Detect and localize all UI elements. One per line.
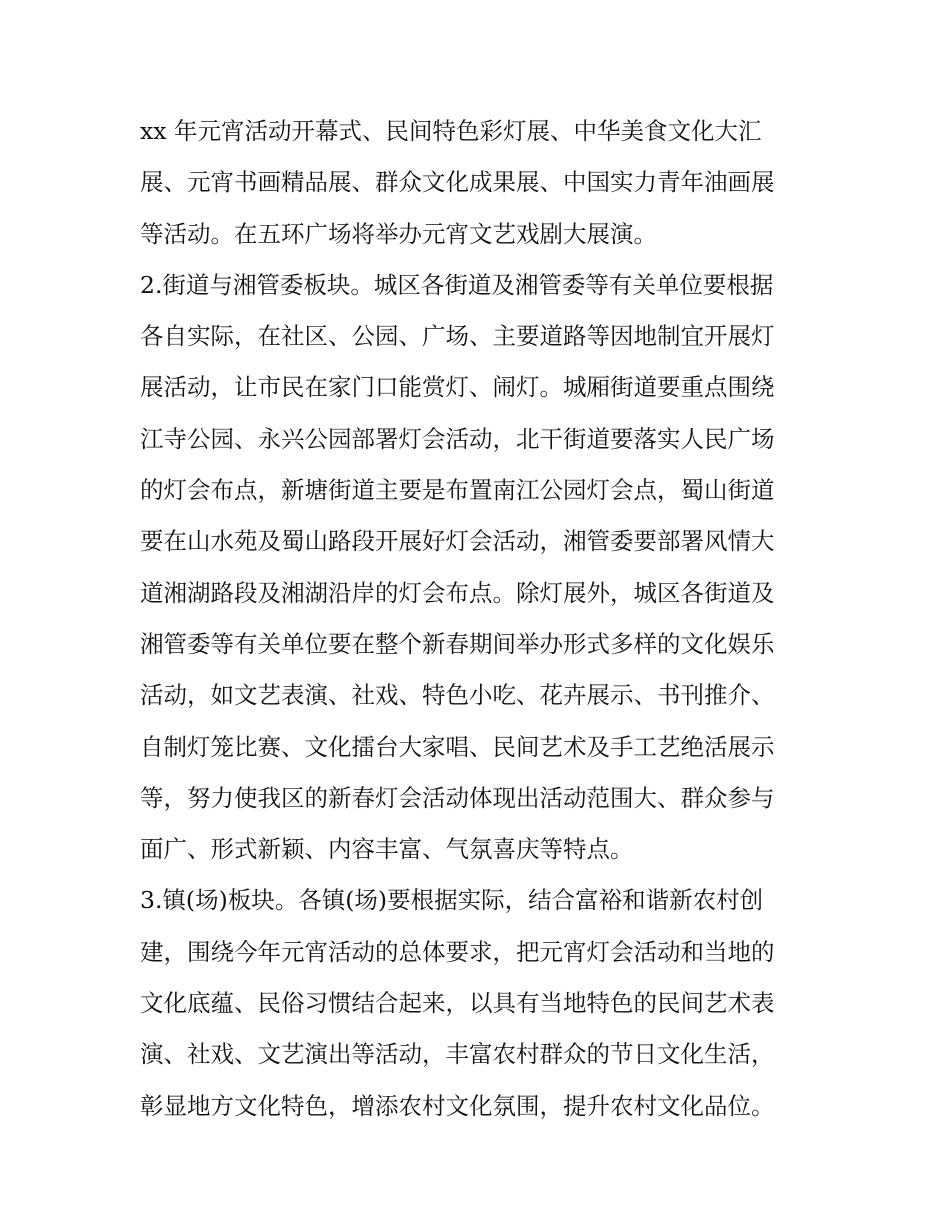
text-line: 演、社戏、文艺演出等活动，丰富农村群众的节日文化生活， [140,1040,775,1069]
text-line: 面广、形式新颖、内容丰富、气氛喜庆等特点。 [140,835,634,864]
text-line: 文化底蕴、民俗习惯结合起来，以具有当地特色的民间艺术表 [140,989,775,1018]
text-line: 2.街道与湘管委板块。城区各街道及湘管委等有关单位要根据 [140,270,774,299]
text-line: 建，围绕今年元宵活动的总体要求，把元宵灯会活动和当地的 [140,937,775,966]
text-line: 各自实际，在社区、公园、广场、主要道路等因地制宜开展灯 [140,322,775,351]
text-line: 要在山水苑及蜀山路段开展好灯会活动，湘管委要部署风情大 [140,527,775,556]
body-text [140,106,820,1132]
text-line: 3.镇(场)板块。各镇(场)要根据实际，结合富裕和谐新农村创 [140,886,764,915]
text-line: 道湘湖路段及湘湖沿岸的灯会布点。除灯展外，城区各街道及 [140,578,775,607]
text-line: 等活动。在五环广场将举办元宵文艺戏剧大展演。 [140,219,657,248]
text-line: 江寺公园、永兴公园部署灯会活动，北干街道要落实人民广场 [140,424,775,453]
text-line: 活动，如文艺表演、社戏、特色小吃、花卉展示、书刊推介、 [140,681,775,710]
text-line: 湘管委等有关单位要在整个新春期间举办形式多样的文化娱乐 [140,629,775,658]
text-line: 展、元宵书画精品展、群众文化成果展、中国实力青年油画展 [140,168,775,197]
text-line: xx 年元宵活动开幕式、民间特色彩灯展、中华美食文化大汇 [140,117,762,145]
text-line: 彰显地方文化特色，增添农村文化氛围，提升农村文化品位。 [140,1091,775,1120]
text-line: 自制灯笼比赛、文化擂台大家唱、民间艺术及手工艺绝活展示 [140,732,775,761]
text-line: 的灯会布点，新塘街道主要是布置南江公园灯会点，蜀山街道 [140,476,775,505]
text-line: 等，努力使我区的新春灯会活动体现出活动范围大、群众参与 [140,783,775,812]
text-line: 展活动，让市民在家门口能赏灯、闹灯。城厢街道要重点围绕 [140,373,775,402]
